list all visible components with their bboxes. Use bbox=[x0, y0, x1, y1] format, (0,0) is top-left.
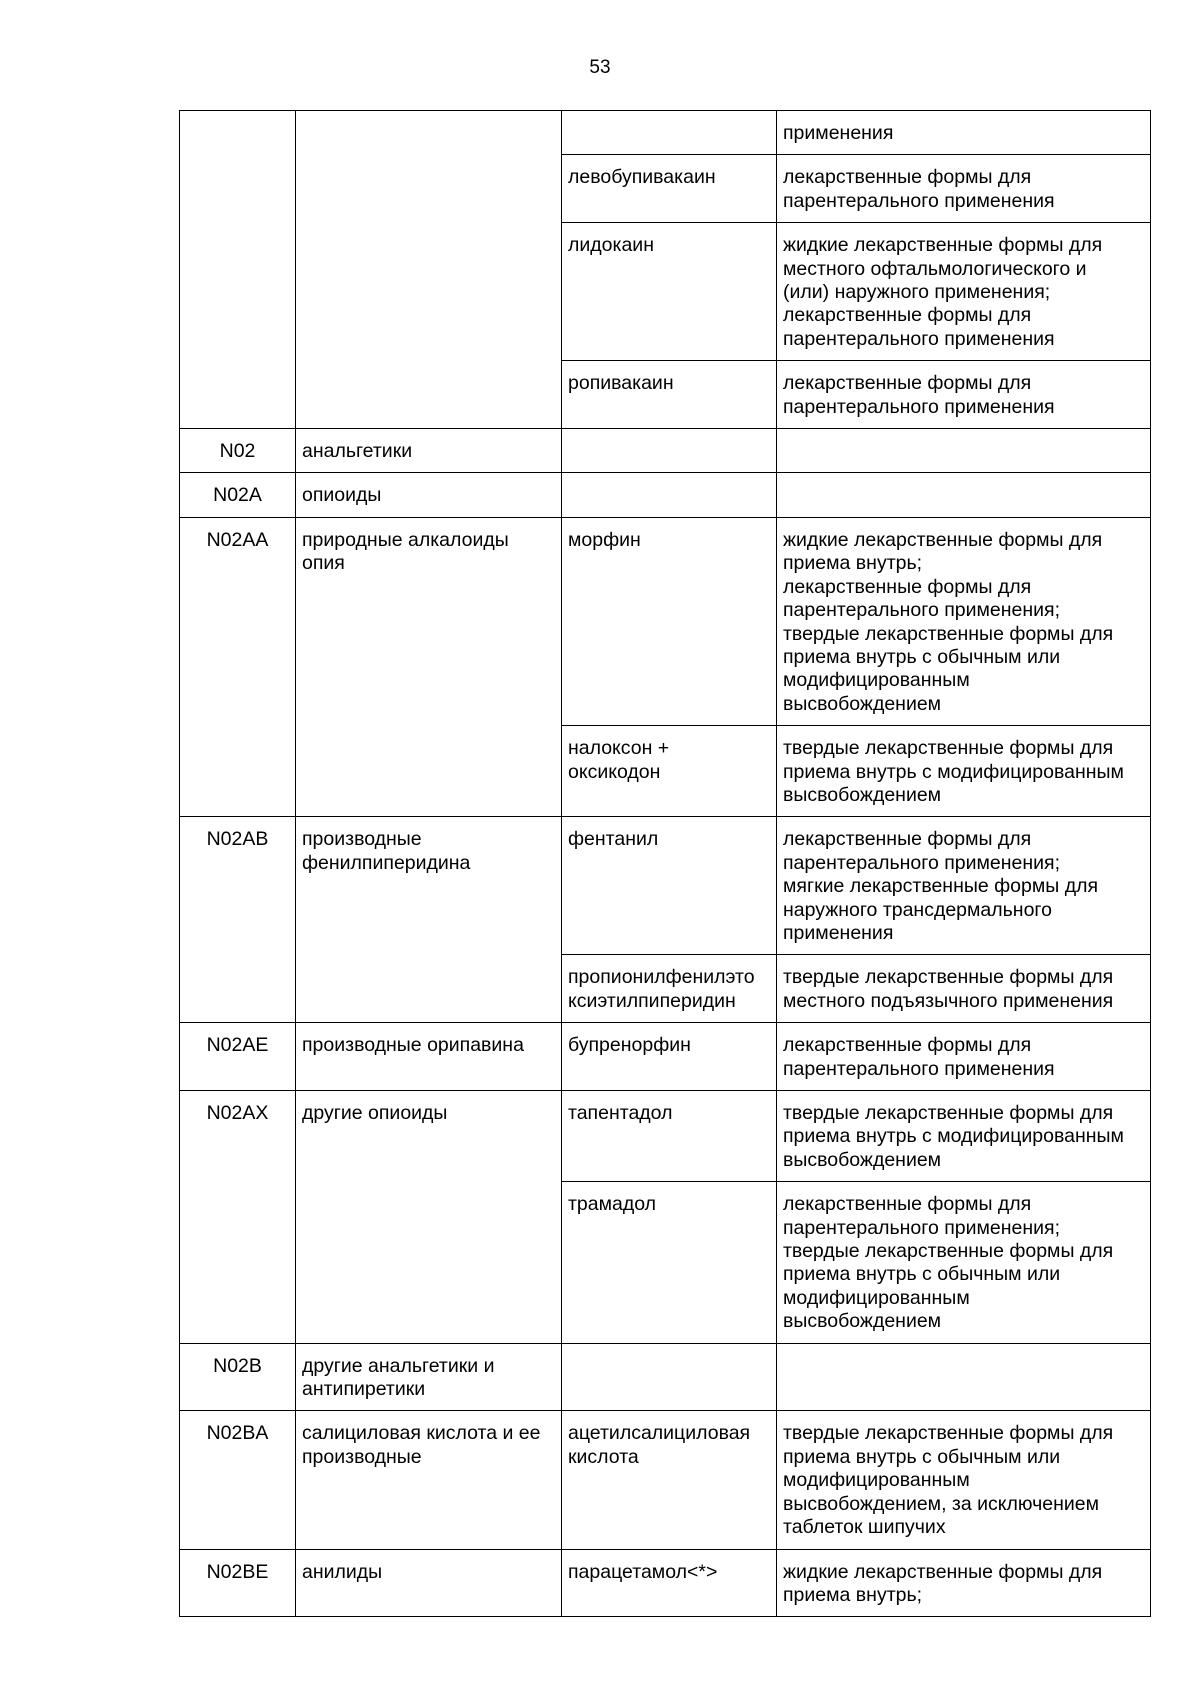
form-cell: лекарственные формы для парентерального применения bbox=[777, 155, 1151, 223]
atc-code-cell: N02B bbox=[180, 1343, 296, 1411]
table-row bbox=[180, 1023, 1151, 1091]
drug-cell: налоксон + оксикодон bbox=[562, 726, 777, 817]
table-row bbox=[180, 1091, 1151, 1182]
drug-cell bbox=[562, 429, 777, 473]
group-cell: производные орипавина bbox=[296, 1023, 562, 1091]
drug-cell: бупренорфин bbox=[562, 1023, 777, 1091]
drug-cell bbox=[562, 111, 777, 155]
drug-cell: лидокаин bbox=[562, 223, 777, 361]
form-cell: жидкие лекарственные формы для местного офтальмологического и (или) наружного применения; лекарственные формы для парентерального применения bbox=[777, 223, 1151, 361]
drug-cell: трамадол bbox=[562, 1182, 777, 1343]
atc-code-cell: N02AX bbox=[180, 1091, 296, 1344]
drug-cell: левобупивакаин bbox=[562, 155, 777, 223]
atc-code-cell: N02BE bbox=[180, 1549, 296, 1617]
drug-cell bbox=[562, 1343, 777, 1411]
table-row bbox=[180, 817, 1151, 955]
form-cell: лекарственные формы для парентерального применения; твердые лекарственные формы для приема внутрь с обычным или модифицированным высвобождением bbox=[777, 1182, 1151, 1343]
form-cell: твердые лекарственные формы для приема внутрь с модифицированным высвобождением bbox=[777, 726, 1151, 817]
group-cell bbox=[296, 111, 562, 429]
form-cell: жидкие лекарственные формы для приема внутрь; bbox=[777, 1549, 1151, 1617]
drug-cell: фентанил bbox=[562, 817, 777, 955]
group-cell: анилиды bbox=[296, 1549, 562, 1617]
drug-cell: пропионилфенилэто ксиэтилпиперидин bbox=[562, 955, 777, 1023]
drug-cell: тапентадол bbox=[562, 1091, 777, 1182]
atc-code-cell: N02BA bbox=[180, 1411, 296, 1549]
atc-code-cell: N02A bbox=[180, 473, 296, 517]
table-row bbox=[180, 1411, 1151, 1549]
table-row bbox=[180, 1343, 1151, 1411]
form-cell bbox=[777, 429, 1151, 473]
form-cell bbox=[777, 1343, 1151, 1411]
drug-cell bbox=[562, 473, 777, 517]
table-row bbox=[180, 429, 1151, 473]
table-row bbox=[180, 111, 1151, 155]
group-cell: опиоиды bbox=[296, 473, 562, 517]
drug-cell: ацетилсалициловая кислота bbox=[562, 1411, 777, 1549]
group-cell: другие опиоиды bbox=[296, 1091, 562, 1344]
form-cell: лекарственные формы для парентерального применения bbox=[777, 1023, 1151, 1091]
group-cell: производные фенилпиперидина bbox=[296, 817, 562, 1023]
group-cell: анальгетики bbox=[296, 429, 562, 473]
atc-code-cell: N02 bbox=[180, 429, 296, 473]
group-cell: природные алкалоиды опия bbox=[296, 517, 562, 816]
group-cell: салициловая кислота и ее производные bbox=[296, 1411, 562, 1549]
page-number: 53 bbox=[589, 57, 611, 78]
atc-code-cell: N02AA bbox=[180, 517, 296, 816]
form-cell: твердые лекарственные формы для приема внутрь с модифицированным высвобождением bbox=[777, 1091, 1151, 1182]
form-cell: жидкие лекарственные формы для приема внутрь; лекарственные формы для парентерального применения; твердые лекарственные формы для приема внутрь с обычным или модифицированным высвобождением bbox=[777, 517, 1151, 725]
drug-table bbox=[179, 110, 1151, 1617]
form-cell: лекарственные формы для парентерального применения; мягкие лекарственные формы для наружного трансдермального применения bbox=[777, 817, 1151, 955]
drug-cell: парацетамол<*> bbox=[562, 1549, 777, 1617]
atc-code-cell bbox=[180, 111, 296, 429]
atc-code-cell: N02AE bbox=[180, 1023, 296, 1091]
group-cell: другие анальгетики и антипиретики bbox=[296, 1343, 562, 1411]
drug-cell: морфин bbox=[562, 517, 777, 725]
table-row bbox=[180, 473, 1151, 517]
drug-cell: ропивакаин bbox=[562, 361, 777, 429]
form-cell: применения bbox=[777, 111, 1151, 155]
form-cell: твердые лекарственные формы для приема внутрь с обычным или модифицированным высвобождением, за исключением таблеток шипучих bbox=[777, 1411, 1151, 1549]
form-cell: твердые лекарственные формы для местного подъязычного применения bbox=[777, 955, 1151, 1023]
form-cell bbox=[777, 473, 1151, 517]
table-row bbox=[180, 517, 1151, 725]
atc-code-cell: N02AB bbox=[180, 817, 296, 1023]
table-row bbox=[180, 1549, 1151, 1617]
form-cell: лекарственные формы для парентерального применения bbox=[777, 361, 1151, 429]
